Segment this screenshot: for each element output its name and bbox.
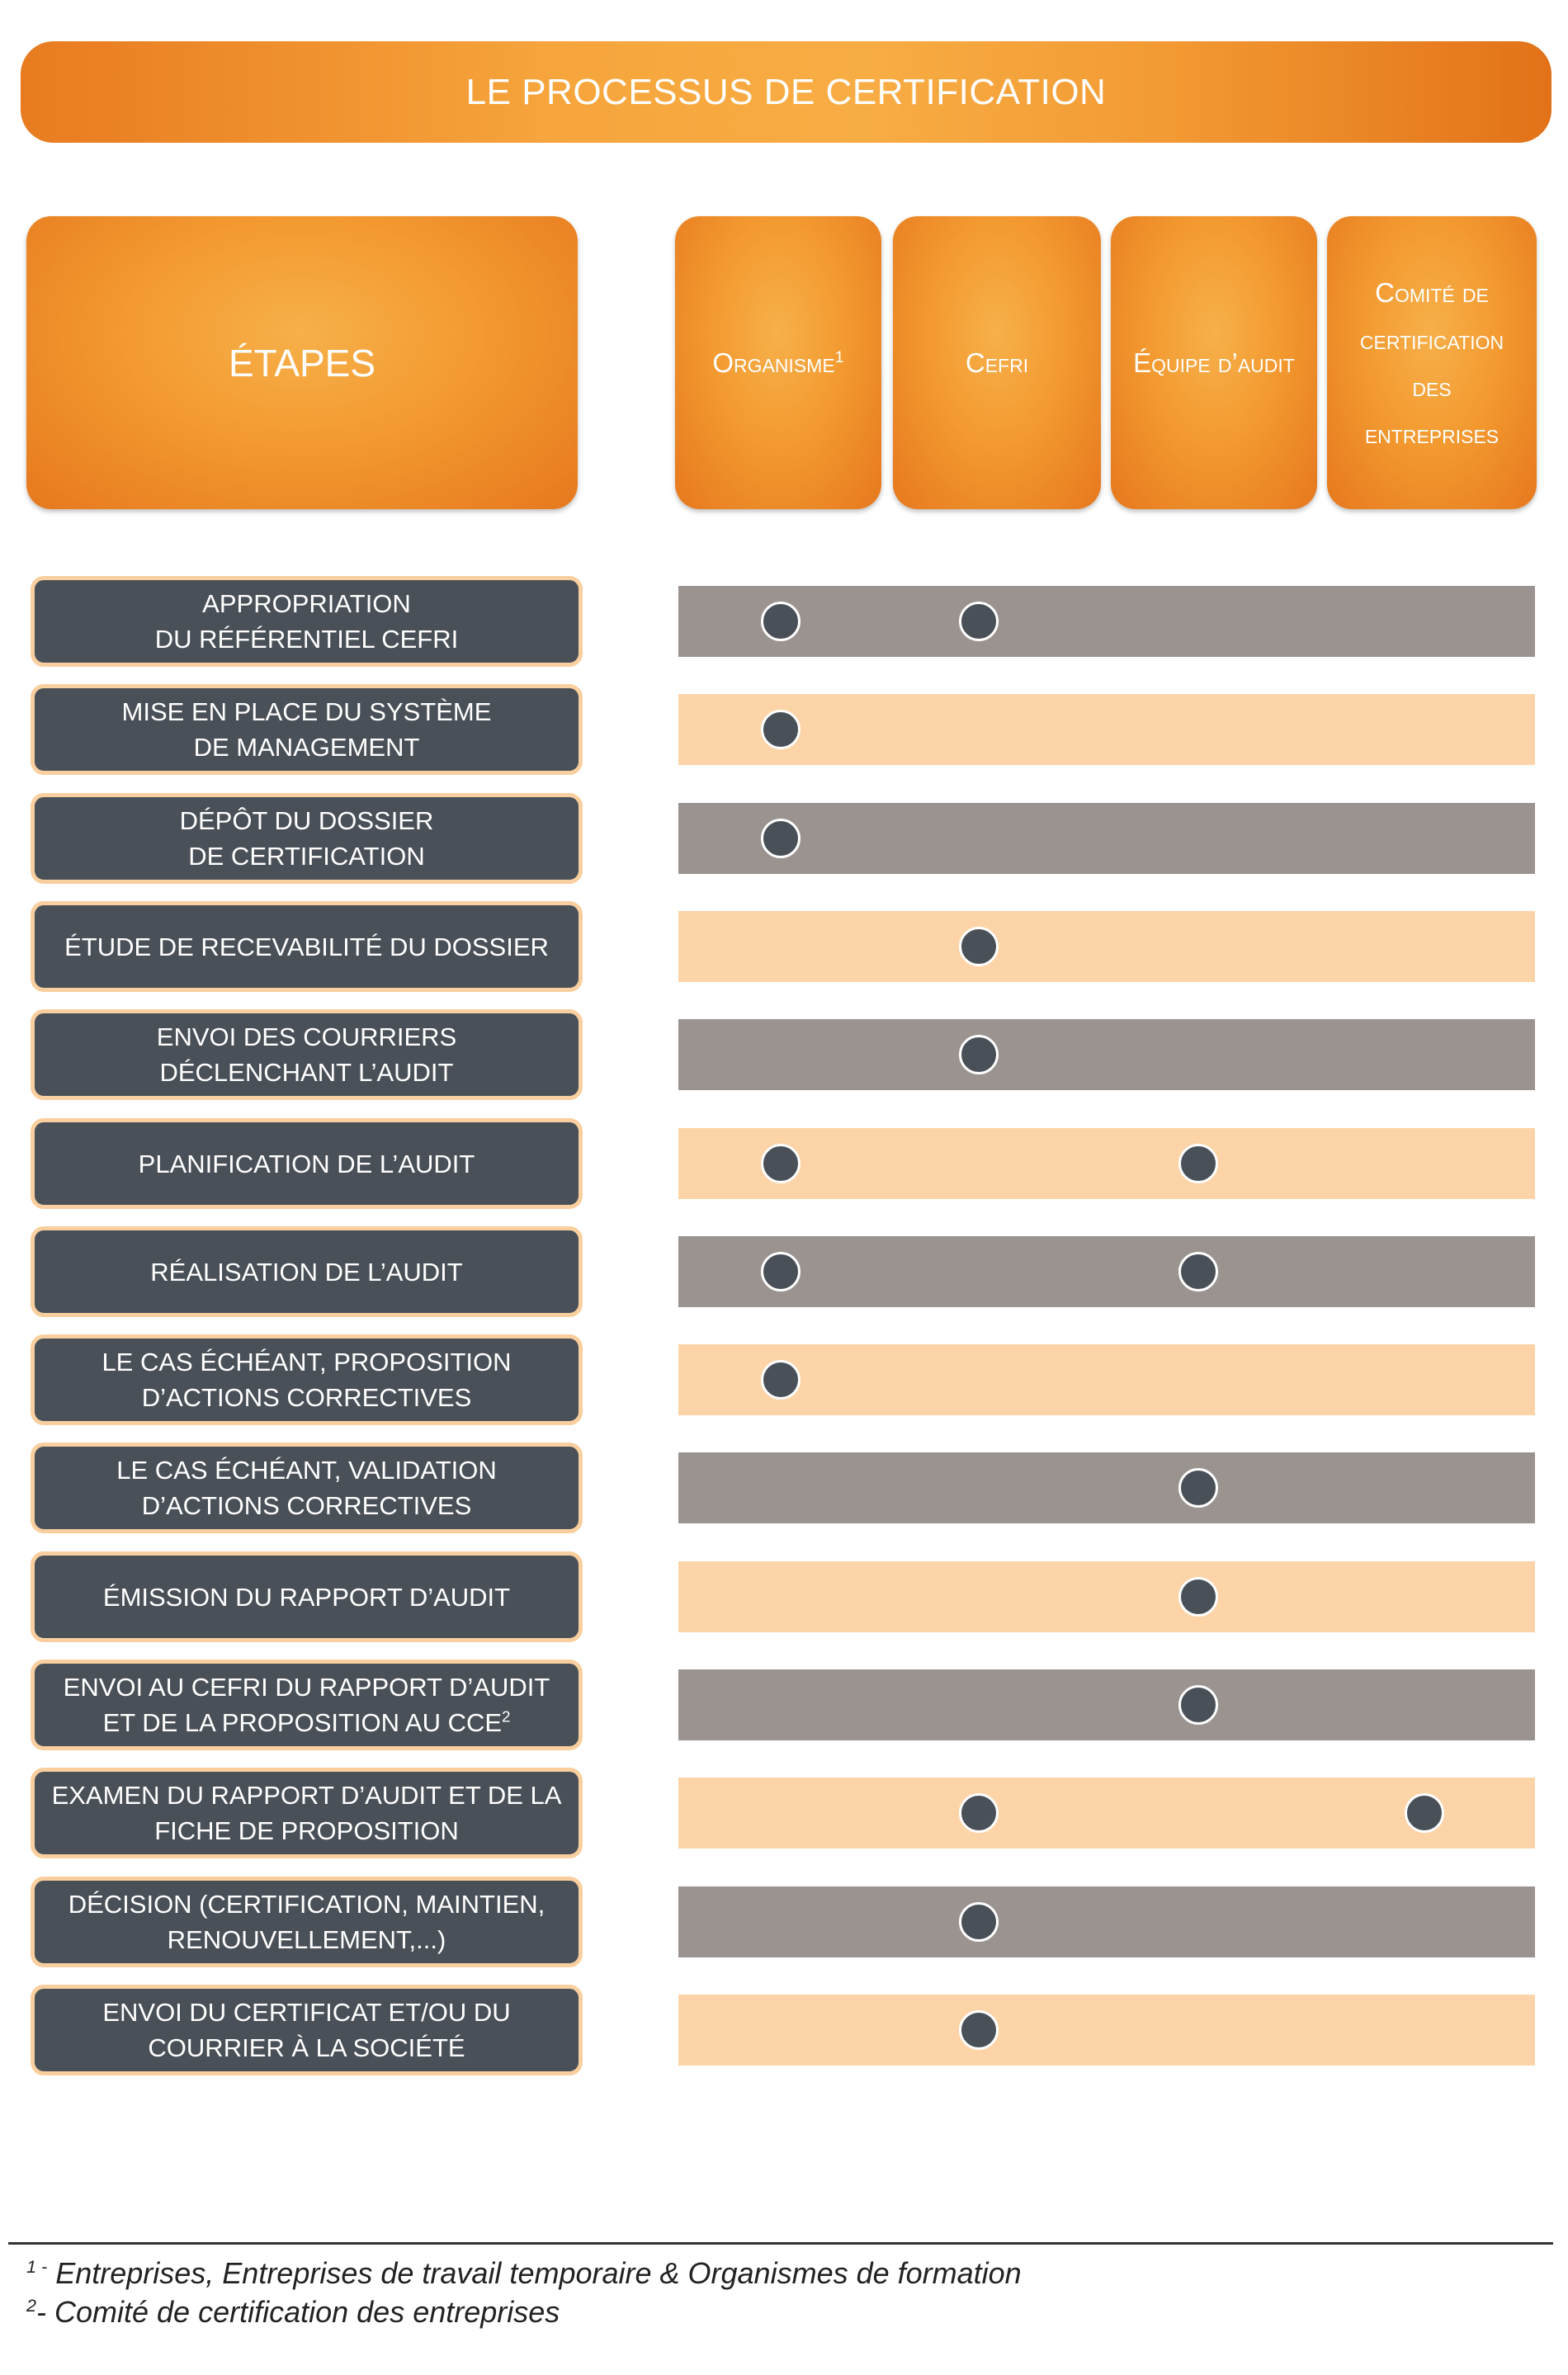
participation-dot — [1178, 1252, 1218, 1291]
step-label: ÉMISSION DU RAPPORT D’AUDIT — [31, 1551, 583, 1642]
matrix-row — [678, 1344, 1535, 1415]
column-header-etapes-label: ÉTAPES — [228, 341, 376, 385]
matrix-row — [678, 1019, 1535, 1090]
step-label: LE CAS ÉCHÉANT, PROPOSITION D’ACTIONS CORRECTIVES — [31, 1334, 583, 1425]
matrix-row — [678, 1778, 1535, 1849]
footnote-1: $^{1 -}$ Entreprises, Entreprises de travail temporaire & Organismes de formation — [26, 2256, 1022, 2290]
footnote-ref-2: 2 — [502, 1707, 511, 1726]
participation-dot — [959, 1902, 999, 1942]
step-label: ÉTUDE DE RECEVABILITÉ DU DOSSIER — [31, 901, 583, 992]
participation-dot — [1178, 1577, 1218, 1617]
matrix-row — [678, 1669, 1535, 1740]
participation-dot — [761, 1252, 801, 1291]
participation-dot — [1178, 1144, 1218, 1183]
column-header-etapes — [26, 216, 578, 509]
step-label: LE CAS ÉCHÉANT, VALIDATION D’ACTIONS CORRECTIVES — [31, 1442, 583, 1533]
step-label: ENVOI AU CEFRI DU RAPPORT D’AUDIT ET DE LA PROPOSITION AU CCE$^2$ — [31, 1660, 583, 1750]
participation-dot — [761, 602, 801, 641]
column-header-equipe-label: Équipe d’audit — [1133, 347, 1295, 378]
step-label: ENVOI DES COURRIERS DÉCLENCHANT L’AUDIT — [31, 1009, 583, 1100]
column-header-equipe-audit — [1111, 216, 1317, 509]
participation-dot — [761, 1144, 801, 1183]
matrix-row — [678, 694, 1535, 765]
step-label: APPROPRIATION DU RÉFÉRENTIEL CEFRI — [31, 576, 583, 667]
participation-dot — [1178, 1685, 1218, 1725]
participation-dot — [959, 1793, 999, 1833]
column-header-comite — [1327, 216, 1537, 509]
participation-dot — [1405, 1793, 1444, 1833]
column-header-comite-label: Comité de certification des entreprises — [1359, 276, 1504, 449]
matrix-row — [678, 911, 1535, 982]
footnote-2: $^2$- Comité de certification des entreprises — [26, 2295, 560, 2329]
page-title — [21, 41, 1551, 143]
participation-dot — [959, 2010, 999, 2050]
participation-dot — [761, 819, 801, 858]
column-header-organisme — [675, 216, 881, 509]
page-title-text: LE PROCESSUS DE CERTIFICATION — [465, 71, 1107, 112]
step-label: RÉALISATION DE L’AUDIT — [31, 1226, 583, 1317]
footnote-ref-1: 1 — [834, 348, 844, 366]
participation-dot — [959, 1035, 999, 1074]
participation-dot — [959, 602, 999, 641]
participation-dot — [959, 927, 999, 966]
footer-divider — [8, 2242, 1553, 2245]
matrix-row — [678, 1995, 1535, 2066]
column-header-organisme-label: Organisme$^1$ — [712, 347, 844, 378]
matrix-row — [678, 1452, 1535, 1523]
column-header-cefri-label: Cefri — [965, 347, 1029, 378]
step-label: DÉPÔT DU DOSSIER DE CERTIFICATION — [31, 793, 583, 884]
participation-dot — [1178, 1468, 1218, 1508]
step-label: DÉCISION (CERTIFICATION, MAINTIEN, RENOUVELLEMENT,...) — [31, 1877, 583, 1967]
matrix-row — [678, 586, 1535, 657]
matrix-row — [678, 1236, 1535, 1307]
participation-dot — [761, 710, 801, 749]
step-label: EXAMEN DU RAPPORT D’AUDIT ET DE LA FICHE DE PROPOSITION — [31, 1768, 583, 1858]
step-label: MISE EN PLACE DU SYSTÈME DE MANAGEMENT — [31, 684, 583, 775]
step-label: ENVOI DU CERTIFICAT ET/OU DU COURRIER À LA SOCIÉTÉ — [31, 1985, 583, 2075]
matrix-row — [678, 1886, 1535, 1957]
participation-dot — [761, 1360, 801, 1400]
column-header-cefri — [893, 216, 1101, 509]
matrix-row — [678, 803, 1535, 874]
matrix-row — [678, 1128, 1535, 1199]
step-label: PLANIFICATION DE L’AUDIT — [31, 1118, 583, 1209]
matrix-row — [678, 1561, 1535, 1632]
